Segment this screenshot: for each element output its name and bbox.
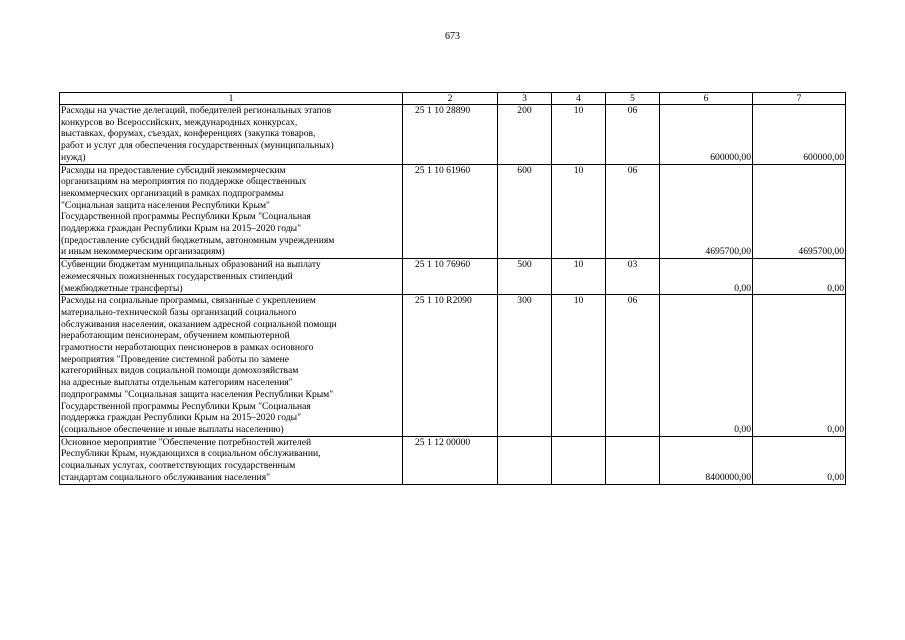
name-line: Расходы на участие делегаций, победителей региональных этапов [61, 105, 332, 116]
name-line: Основное мероприятие "Обеспечение потребностей жителей [61, 436, 312, 448]
amount-cell: 0,00 [753, 259, 846, 295]
header-cell: 2 [403, 93, 498, 105]
header-row [60, 93, 846, 105]
name-line: Республики Крым, нуждающихся в социальном обслуживании, [61, 448, 321, 460]
subsection-code: 06 [606, 164, 660, 259]
expense-name-cell [60, 105, 403, 165]
expense-name-cell [60, 164, 403, 259]
section-code: 10 [552, 259, 606, 295]
name-line: нужд) [61, 151, 86, 163]
expense-type-code [498, 436, 552, 484]
subsection-code [606, 436, 660, 484]
amount-cell: 0,00 [753, 295, 846, 436]
name-line: и иным некоммерческим организациям) [61, 246, 225, 258]
expense-type-code: 300 [498, 295, 552, 436]
amount-cell: 8400000,00 [660, 436, 753, 484]
name-line: социальных услугах, соответствующих государственным [61, 460, 296, 472]
header-cell: 5 [606, 93, 660, 105]
section-code [552, 436, 606, 484]
name-line: (предоставление субсидий бюджетным, автономным учреждениям [61, 234, 335, 246]
expense-name-cell [60, 295, 403, 436]
name-line: материально-технической базы организаций социального [61, 306, 297, 318]
amount-cell: 600000,00 [753, 105, 846, 165]
name-line: работ и услуг для обеспечения государственных (муниципальных) [61, 140, 334, 152]
target-article-code: 25 1 10 61960 [403, 164, 498, 259]
name-line: (межбюджетные трансферты) [61, 282, 183, 294]
amount-cell: 0,00 [660, 295, 753, 436]
budget-table [59, 92, 846, 485]
name-line: стандартам социального обслуживания населения" [61, 471, 271, 483]
amount-cell: 4695700,00 [660, 164, 753, 259]
table-row [60, 436, 846, 484]
name-line: Государственной программы Республики Крым "Социальная [61, 211, 311, 223]
expense-name-cell [60, 259, 403, 295]
name-line: поддержка граждан Республики Крым на 2015–2020 годы" [61, 412, 302, 424]
name-line: категорийных видов социальной помощи домохозяйствам [61, 365, 299, 377]
name-line: "Социальная защита населения Республики Крым" [61, 199, 270, 211]
header-cell: 4 [552, 93, 606, 105]
section-code: 10 [552, 164, 606, 259]
name-line: организациям на мероприятия по поддержке общественных [61, 176, 307, 188]
table-row [60, 295, 846, 436]
name-line: Государственной программы Республики Крым "Социальная [61, 400, 311, 412]
section-code: 10 [552, 295, 606, 436]
name-line: выставках, форумах, съездах, конференциях (закупка товаров, [61, 128, 316, 140]
name-line: подпрограммы "Социальная защита населения Республики Крым" [61, 388, 334, 400]
name-line: мероприятия "Проведение системной работы по замене [61, 353, 290, 365]
header-cell: 7 [753, 93, 846, 105]
subsection-code: 03 [606, 259, 660, 295]
amount-cell: 600000,00 [660, 105, 753, 165]
table-row [60, 105, 846, 165]
name-line: (социальное обеспечение и иные выплаты населению) [61, 423, 284, 435]
name-line: на адресные выплаты отдельным категориям населения" [61, 377, 293, 389]
subsection-code: 06 [606, 295, 660, 436]
subsection-code: 06 [606, 105, 660, 165]
target-article-code: 25 1 12 00000 [403, 436, 498, 484]
name-line: Расходы на социальные программы, связанные с укреплением [61, 295, 316, 307]
expense-type-code: 500 [498, 259, 552, 295]
name-line: грамотности неработающих пенсионеров в рамках основного [61, 342, 314, 354]
expense-name-cell [60, 436, 403, 484]
amount-cell: 4695700,00 [753, 164, 846, 259]
table-row [60, 164, 846, 259]
name-line: поддержка граждан Республики Крым на 2015–2020 годы" [61, 223, 302, 235]
expense-type-code: 600 [498, 164, 552, 259]
name-line: Субвенции бюджетам муниципальных образований на выплату [61, 259, 321, 271]
name-line: ежемесячных пожизненных государственных стипендий [61, 270, 293, 282]
name-line: некоммерческих организаций в рамках подпрограммы [61, 187, 284, 199]
header-cell: 3 [498, 93, 552, 105]
target-article-code: 25 1 10 76960 [403, 259, 498, 295]
name-line: обслуживания населения, оказанием адресной социальной помощи [61, 318, 337, 330]
page-number: 673 [445, 31, 460, 42]
target-article-code: 25 1 10 R2090 [403, 295, 498, 436]
name-line: конкурсов во Всероссийских, международных конкурсах, [61, 116, 298, 128]
header-cell: 6 [660, 93, 753, 105]
amount-cell: 0,00 [753, 436, 846, 484]
name-line: неработающим пенсионерам, обучением компьютерной [61, 330, 290, 342]
amount-cell: 0,00 [660, 259, 753, 295]
expense-type-code: 200 [498, 105, 552, 165]
header-cell: 1 [60, 93, 403, 105]
table-row [60, 259, 846, 295]
target-article-code: 25 1 10 28890 [403, 105, 498, 165]
section-code: 10 [552, 105, 606, 165]
name-line: Расходы на предоставление субсидий некоммерческим [61, 164, 286, 176]
